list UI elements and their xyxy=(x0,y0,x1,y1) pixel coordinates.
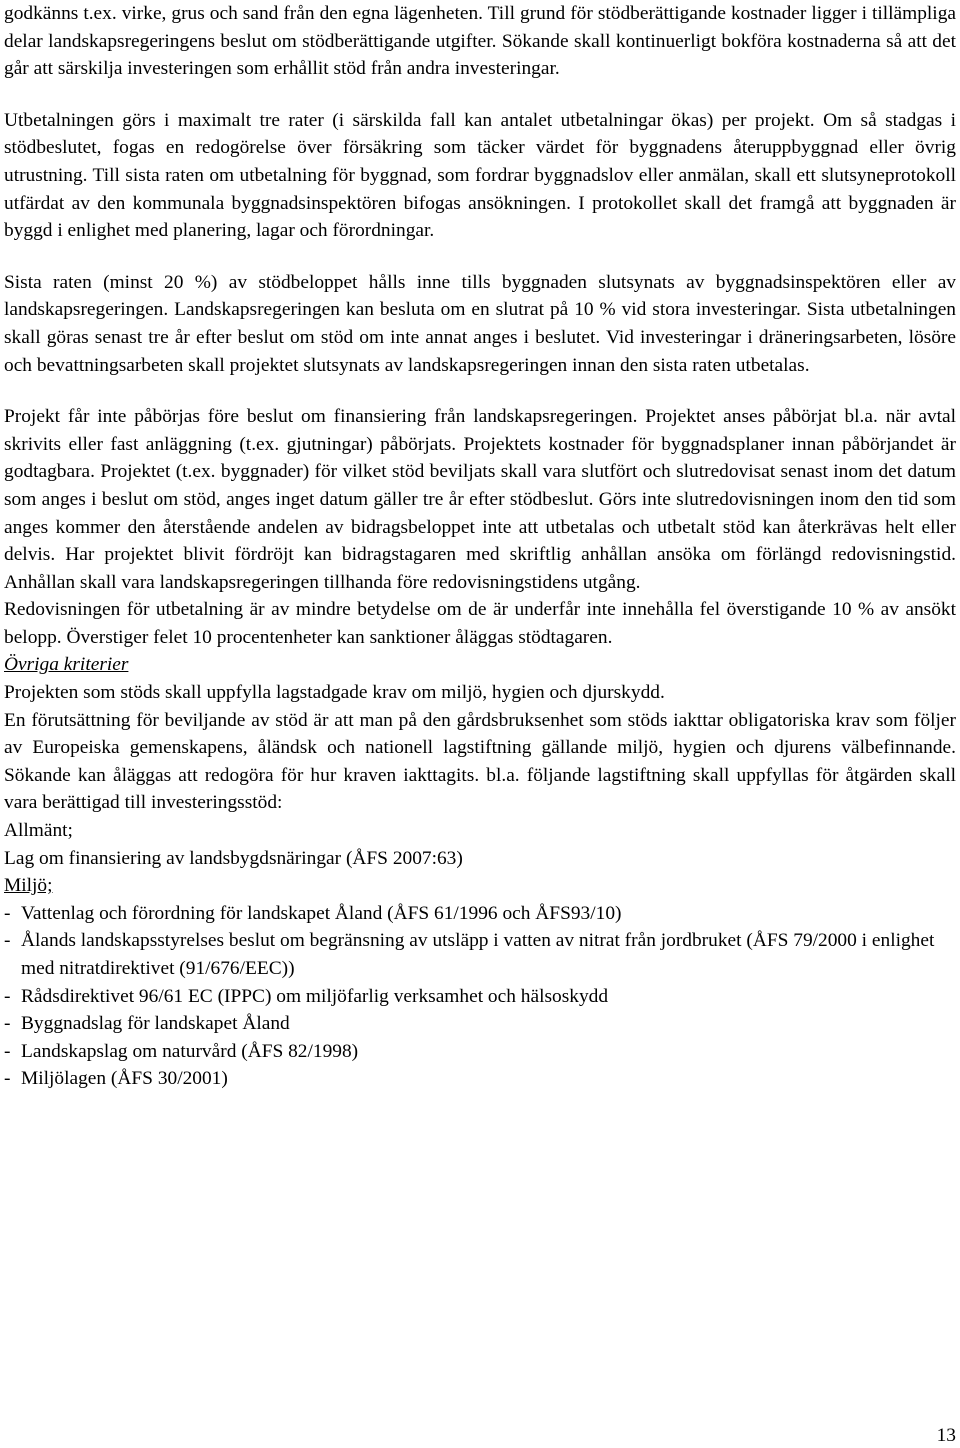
heading-general: Allmänt; xyxy=(4,820,73,842)
list-item xyxy=(4,1065,956,1093)
list-item-text: Miljölagen (ÅFS 30/2001) xyxy=(21,1068,228,1090)
dash-bullet: - xyxy=(4,1068,11,1090)
paragraph-reporting-errors: Redovisningen för utbetalning är av mindre betydelse om de är underfår inte innehålla fel överstigande 10 % av ansökt belopp. Överstiger felet 10 procentenheter kan sanktioner åläggas stödtagaren. xyxy=(4,599,956,648)
list-item xyxy=(4,1010,956,1038)
list-item-text: Rådsdirektivet 96/61 EC (IPPC) om miljöfarlig verksamhet och hälsoskydd xyxy=(21,985,609,1007)
dash-bullet: - xyxy=(4,985,11,1007)
dash-bullet: - xyxy=(4,902,11,924)
list-item xyxy=(4,983,956,1011)
paragraph-payment-installments: Utbetalningen görs i maximalt tre rater (i särskilda fall kan antalet utbetalningar ökas) per projekt. Om så stadgas i stödbeslutet, fogas en redogörelse över försäkring som täcker värdet för byggnadens återuppbyggnad eller övrig utrustning. Till sista raten om utbetalning för byggnad, som fordrar byggnadslov eller anmälan, skall ett slutsyneprotokoll utfärdat av den kommunala byggnadsinspektören bifogas ansökningen. I protokollet skall det framgå att byggnaden är byggd i enlighet med planering, lagar och förordningar. xyxy=(4,109,956,242)
paragraph-project-start: Projekt får inte påbörjas före beslut om finansiering från landskapsregeringen. Projektet anses påbörjat bl.a. när avtal skrivits eller fast anläggning (t.ex. gjutningar) påbörjats. Projektets kostnader för byggnadsplaner innan påbörjandet är godtagbara. Projektet (t.ex. byggnader) för vilket stöd beviljats skall vara slutfört och slutredovisat senast inom det datum som anges i beslut om stöd, anges inget datum gäller tre år efter stödbeslut. Görs inte slutredovisningen inom den tid som anges kommer den återstående andelen av bidragsbeloppet inte att utbetalas och utbetalt stöd kan återkrävas helt eller delvis. Har projektet blivit fördröjt kan bidragstagaren med skriftlig anhållan ansöka om förlängd redovisningstid. Anhållan skall vara landskapsregeringen tillhanda före redovisningstidens utgång. xyxy=(4,406,956,593)
list-item xyxy=(4,927,956,982)
document-page xyxy=(4,0,956,1093)
heading-other-criteria: Övriga kriterier xyxy=(4,654,129,676)
list-item-text: Landskapslag om naturvård (ÅFS 82/1998) xyxy=(21,1040,359,1062)
paragraph-eligible-costs: godkänns t.ex. virke, grus och sand från den egna lägenheten. Till grund för stödberättigande kostnader ligger i tillämpliga delar landskapsregeringens beslut om stödberättigande utgifter. Sökande skall kontinuerligt bokföra kostnaderna så att det går att särskilja investeringen som erhållit stöd från andra investeringar. xyxy=(4,3,956,80)
page-number: 13 xyxy=(936,1425,956,1446)
list-item xyxy=(4,900,956,928)
paragraph-mandatory-requirements: En förutsättning för beviljande av stöd är att man på den gårdsbruksenhet som stöds iakttar obligatoriska krav som följer av Europeiska gemenskapens, åländsk och nationell lagstiftning gällande miljö, hygien och djurens välbefinnande. Sökande kan åläggas att redogöra för hur kraven iakttagits. bl.a. följande lagstiftning skall uppfyllas för åtgärden skall vara berättigad till investeringsstöd: xyxy=(4,709,956,814)
paragraph-final-installment: Sista raten (minst 20 %) av stödbeloppet hålls inne tills byggnaden slutsynats av byggnadsinspektören eller av landskapsregeringen. Landskapsregeringen kan besluta om en slutrat på 10 % vid stora investeringar. Sista utbetalningen skall göras senast tre år efter beslut om stöd om inte annat anges i beslutet. Vid investeringar i dräneringsarbeten, lösöre och bevattningsarbeten skall projektet slutsynats av landskapsregeringen innan den sista raten utbetalas. xyxy=(4,271,956,376)
environment-law-list xyxy=(4,900,956,1093)
dash-bullet: - xyxy=(4,1013,11,1035)
list-item-text: Vattenlag och förordning för landskapet Åland (ÅFS 61/1996 och ÅFS93/10) xyxy=(21,902,622,924)
dash-bullet: - xyxy=(4,1040,11,1062)
general-law-line: Lag om finansiering av landsbygdsnäringar (ÅFS 2007:63) xyxy=(4,847,463,869)
list-item-text: Byggnadslag för landskapet Åland xyxy=(21,1013,290,1035)
heading-environment: Miljö; xyxy=(4,875,53,897)
list-item xyxy=(4,1038,956,1066)
list-item-text: Ålands landskapsstyrelses beslut om begränsning av utsläpp i vatten av nitrat från jordbruket (ÅFS 79/2000 i enlighet med nitratdirektivet (91/676/EEC)) xyxy=(21,930,935,979)
paragraph-legal-requirements: Projekten som stöds skall uppfylla lagstadgade krav om miljö, hygien och djurskydd. xyxy=(4,682,665,704)
dash-bullet: - xyxy=(4,930,11,952)
